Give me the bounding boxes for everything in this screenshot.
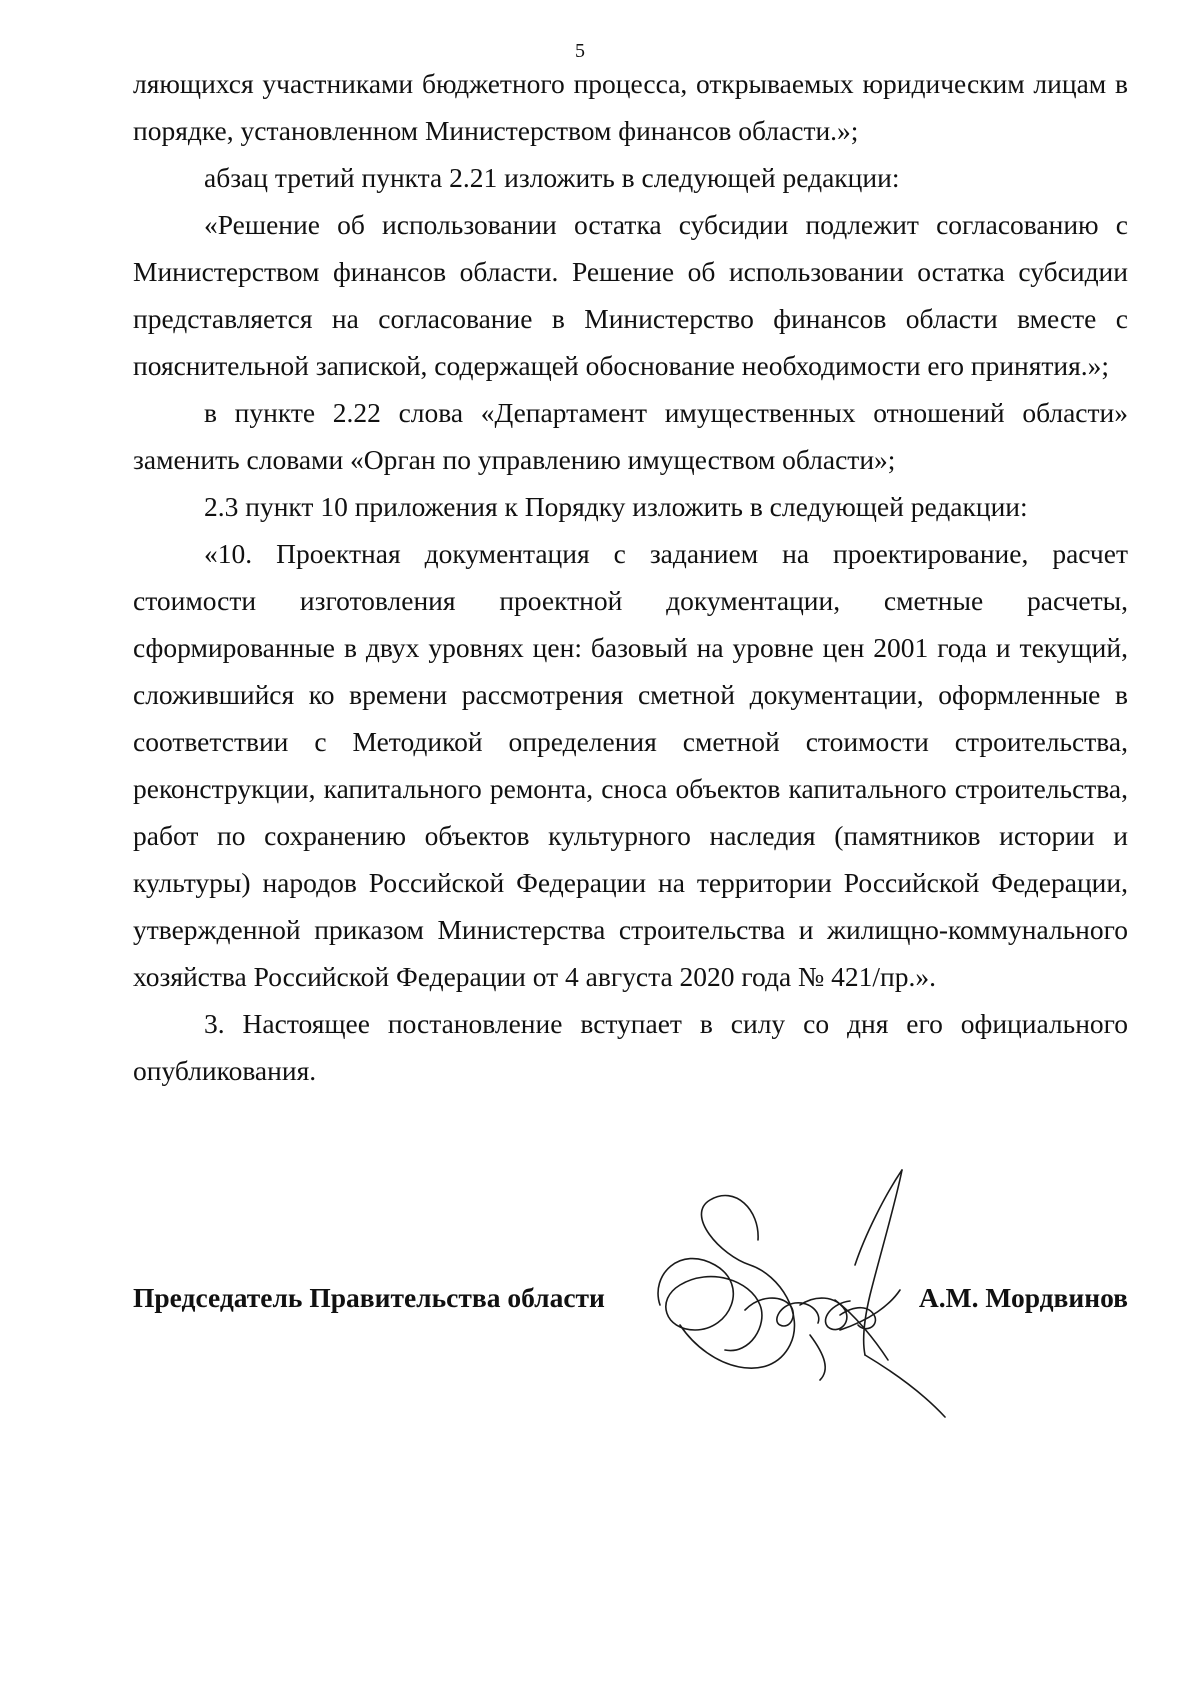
paragraph-continuation: ляющихся участниками бюджетного процесса, открываемых юридическим лицам в порядке, установленном Министерством финансов области.»; — [133, 68, 1128, 146]
signatory-title: Председатель Правительства области — [133, 1282, 605, 1313]
paragraph-amendment-2-21: абзац третий пункта 2.21 изложить в следующей редакции: — [204, 162, 900, 193]
signatory-name: А.М. Мордвинов — [918, 1282, 1128, 1313]
document-body — [133, 60, 1128, 1094]
paragraph-quote-subsidy: «Решение об использовании остатка субсидии подлежит согласованию с Министерством финансов области. Решение об использовании остатка субсидии представляется на согласование в Министерство финансов области вместе с пояснительной запиской, содержащей обоснование необходимости его принятия.»; — [133, 209, 1128, 381]
paragraph-amendment-2-22: в пункте 2.22 слова «Департамент имущественных отношений области» заменить словами «Орган по управлению имуществом области»; — [133, 397, 1128, 475]
paragraph-quote-item-10: «10. Проектная документация с заданием на проектирование, расчет стоимости изготовления проектной документации, сметные расчеты, сформированные в двух уровнях цен: базовый на уровне цен 2001 года и текущий, сложившийся ко времени рассмотрения сметной документации, оформленные в соответствии с Методикой определения сметной стоимости строительства, реконструкции, капитального ремонта, сноса объектов капитального строительства, работ по сохранению объектов культурного наследия (памятников истории и культуры) народов Российской Федерации на территории Российской Федерации, утвержденной приказом Министерства строительства и жилищно-коммунального хозяйства Российской Федерации от 4 августа 2020 года № 421/пр.». — [133, 538, 1128, 992]
page-number: 5 — [575, 40, 585, 62]
handwritten-signature — [640, 1155, 960, 1425]
paragraph-item-3: 3. Настоящее постановление вступает в силу со дня его официального опубликования. — [133, 1008, 1128, 1086]
paragraph-amendment-2-3: 2.3 пункт 10 приложения к Порядку изложить в следующей редакции: — [204, 491, 1028, 522]
